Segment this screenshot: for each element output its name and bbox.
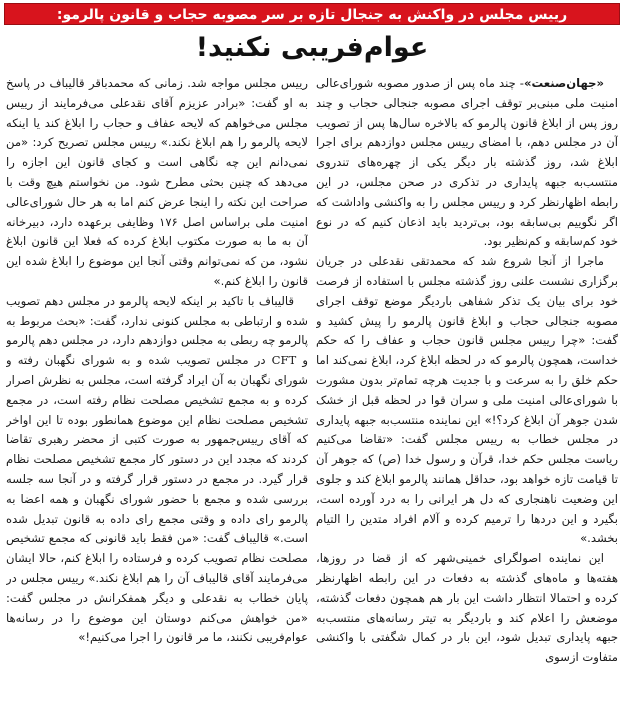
article-kicker: رییس مجلس در واکنش به جنجال تازه بر سر مصوبه حجاب و قانون پالرمو: xyxy=(4,3,620,25)
article-paragraph: ماجرا از آنجا شروع شد که محمدتقی نقدعلی در جریان برگزاری نشست علنی روز گذشته مجلس با استفاده از فرصت خود برای بیان یک تذکر شفاهی باردیگر موضع توقف اجرای مصوبه جنجالی حجاب و ابلاغ قانون پالرمو را پیش کشید و گفت: «چرا رییس مجلس قانون حجاب و عفاف را که حکم خداست، همچون پالرمو که در لحظه ابلاغ کرد، ابلاغ نمی‌کند اما حکم خلق را به سرعت و با جدیت هرچه تمام‌تر بدون مشورت با شورای‌عالی امنیت ملی و سران قوا در لحظه قبل از خشک شدن جوهر آن ابلاغ کرد؟!» این نماینده منتسب‌به جبهه پایداری در مجلس خطاب به رییس مجلس گفت: «تقاضا می‌کنیم ریاست مجلس حکم خدا، قرآن و رسول خدا (ص) که جوهر آن تا قیامت تازه خواهد بود، حداقل همانند پالرمو ابلاغ کند و جلوی این وضعیت ناهنجاری که دل هر ایرانی را به درد آورده است، بگیرد و این دردها را ترمیم کرده و آلام افراد متدین را التیام بخشد.» xyxy=(316,254,618,546)
article-paragraph: رییس مجلس مواجه شد. زمانی که محمدباقر قالیباف در پاسخ به او گفت: «برادر عزیزم آقای نقدعلی می‌فرمایند از رییس مجلس می‌خواهم که لایحه عفاف و حجاب را ابلاغ کند یا اینکه لایحه پالرمو را هم ابلاغ نکند.» رییس مجلس تصریح کرد: «من نمی‌دانم این چه نگاهی است و کجای قانون این اجازه را می‌دهد که چنین بحثی مطرح شود. من نخواستم هیچ وقت با صراحت این نکته را اینجا عرض کنم اما به هر حال شورای‌عالی امنیت ملی براساس اصل ۱۷۶ وظایفی برعهده دارد، دبیرخانه آن به ما به صورت مکتوب ابلاغ کرده که فعلا این قانون ابلاغ نشود، من که نمی‌توانم وقتی آنجا این موضوع را ابلاغ شده این قانون را ابلاغ کنم.» xyxy=(6,76,308,288)
article-paragraph: این نماینده اصولگرای خمینی‌شهر که از قضا در روزها، هفته‌ها و ماه‌های گذشته به دفعات در این رابطه اظهارنظر کرده و احتمالا انتظار داشت این بار هم همچون دفعات گذشته، موضعش را اعلام کند و باردیگر به تیتر رسانه‌های منتسب‌به جبهه پایداری تبدیل شود، این بار در کمال شگفتی با واکنشی متفاوت ازسوی xyxy=(316,551,618,665)
acronym-cft: CFT xyxy=(271,353,297,368)
article-headline: عوام‌فریبی نکنید! xyxy=(195,32,429,63)
article-column-right xyxy=(316,74,618,714)
article-column-left xyxy=(6,74,308,714)
paragraph-text: در مجلس تصویب شده و به شورای نگهبان رفته و شورای نگهبان به آن ایراد گرفته است، مجلس به نظرش اصرار کرده و به مجمع تشخیص مصلحت نظام رفته است، در مجمع تشخیص مصلحت نظام این موضوع همانطور بوده تا این اواخر که آقای رییس‌جمهور به صورت کتبی از محضر رهبری تقاضا کردند که مجدد این در دستور کار مجمع تشخیص مصلحت نظام قرار گیرد. در مجمع در دستور قرار گرفته و در آنجا سه جلسه بررسی شده و مجمع با حضور شورای نگهبان و همه اعضا به پالرمو رای داده و وقتی مجمع رای داده به قانون تبدیل شده است.» قالیباف گفت: «من فقط باید قانونی که مجمع تشخیص مصلحت نظام تصویب کرده و فرستاده را ابلاغ کنم، حالا ایشان می‌فرمایند آقای قالیباف آن را هم ابلاغ نکند.» رییس مجلس در پایان خطاب به نقدعلی و دیگر همفکرانش در مجلس گفت: «من خواهش می‌کنم دوستان این موضوع را در رسانه‌ها عوام‌فریبی نکنند، ما مر قانون را اجرا می‌کنیم!» xyxy=(6,353,308,645)
article-paragraph xyxy=(6,292,308,648)
paragraph-text: - چند ماه پس از صدور مصوبه شورای‌عالی امنیت ملی مبنی‌بر توقف اجرای مصوبه جنجالی حجاب و چند روز پس از ابلاغ قانون پالرمو که بالاخره سال‌ها پس از تصویب آن در مجلس دهم، با امضای رییس مجلس دوازدهم برای اجرا ابلاغ شد، روز گذشته بار دیگر یکی از چهره‌های تندروی منتسب‌به جبهه پایداری در تذکری در صحن مجلس، در این رابطه اظهارنظر کرد و رییس مجلس را به واکنشی واداشت که اگر نگوییم بی‌سابقه بود، بی‌تردید باید اذعان کنیم که در نوع خود کم‌سابقه و کم‌نظیر بود. xyxy=(316,76,618,249)
article-paragraph xyxy=(316,74,618,252)
paragraph-text: قالیباف با تاکید بر اینکه لایحه پالرمو در مجلس دهم تصویب شده و ارتباطی به مجلس کنونی ندارد، گفت: «بحث مربوط به پالرمو چه ربطی به مجلس دوازدهم دارد، در مجلس دهم پالرمو و xyxy=(6,293,308,368)
source-tag: «جهان‌صنعت» xyxy=(524,76,604,90)
